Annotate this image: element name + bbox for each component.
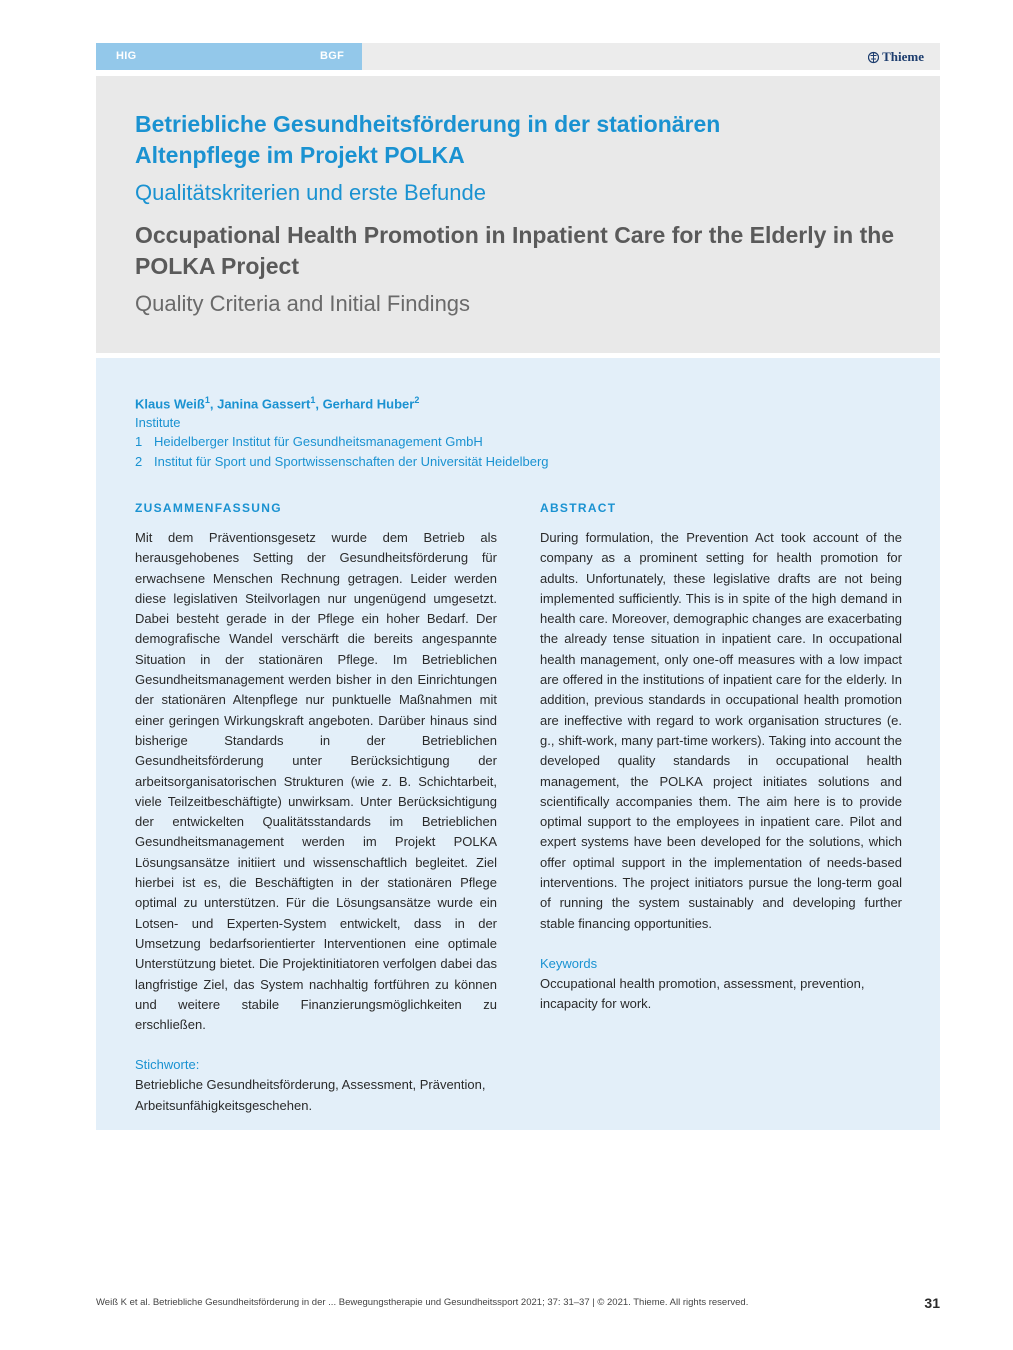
german-summary-column [135,501,497,1116]
author-name: Klaus Weiß [135,396,205,412]
abstract-heading: ABSTRACT [540,501,617,515]
keywords-text: Occupational health promotion, assessment, prevention, incapacity for work. [540,975,865,1012]
author-list: Klaus Weiß$^1$, Janina Gassert$^1$, Gerhard Huber$^2$ [135,395,420,412]
institute-name: Heidelberger Institut für Gesundheitsmanagement GmbH [154,434,483,449]
title-panel [96,76,940,353]
article-subtitle-english: Quality Criteria and Initial Findings [135,291,471,316]
author-name: Janina Gassert [217,396,311,412]
journal-header-bar [96,43,940,70]
english-abstract-column [540,501,902,1015]
institute-name: Institut für Sport und Sportwissenschaften der Universität Heidelberg [154,454,549,469]
zusammenfassung-heading: ZUSAMMENFASSUNG [135,501,282,515]
publisher-name: Thieme [882,49,924,64]
thieme-logo-icon [868,51,879,64]
stichworte-heading: Stichworte: [135,1057,200,1073]
abstract-panel [96,358,940,1130]
keywords-heading: Keywords [540,955,598,971]
author-name: Gerhard Huber [322,396,415,412]
footer-citation: Weiß K et al. Betriebliche Gesundheitsförderung in der ... Bewegungstherapie und Gesundheitssport 2021; 37: 31–37 | © 2021. Thieme. All rights reserved. [96,1297,749,1308]
institute-item [135,454,549,469]
section-tag-bgf: BGF [320,50,345,62]
article-subtitle-german: Qualitätskriterien und erste Befunde [135,180,486,205]
stichworte-text: Betriebliche Gesundheitsförderung, Assessment, Prävention, Arbeitsunfähigkeitsgeschehen. [135,1077,486,1113]
abstract-text: During formulation, the Prevention Act took account of the company as a prominent setting for health promotion for adults. Unfortunately, these legislative drafts are not being implemented sufficiently. This is in spite of the high demand in health care. Moreover, demographic changes are exacerbating the already tense situation in inpatient care. In occupational health management, only one-off measures with a low impact are offered in the institutions of inpatient care for the elderly. In addition, previous standards in occupational health promotion are ineffective with regard to work organisation structures (e. g., shift-work, many part-time workers). Taking into account the developed quality standards in occupational health management, the POLKA project initiates solutions and scientifically accompanies them. The aim here is to provide optimal support to the employees in inpatient care. Pilot and expert systems have been developed for the solutions, which offer optimal support in the implementation of needs-based interventions. The project initiators pursue the long-term goal of running the system sustainably and developing further stable financing opportunities. [540,530,902,931]
section-tag-hig: HIG [116,50,137,62]
article-title-german: Betriebliche Gesundheitsförderung in der stationären Altenpflege im Projekt POLKA [135,111,721,168]
author-affiliation: 1 [310,395,316,405]
institute-heading: Institute [135,415,181,430]
zusammenfassung-text: Mit dem Präventionsgesetz wurde dem Betrieb als herausgehobenes Setting der Gesundheitsförderung für erwachsene Menschen Rechnung getragen. Leider werden diese legislativen Steilvorlagen nur ungenügend umgesetzt. Dabei besteht gerade in der Pflege ein hoher Bedarf. Der demografische Wandel verschärft die bereits angespannte Situation in der stationären Pflege. Im Betrieblichen Gesundheitsmanagement werden bisher in den Einrichtungen der stationären Altenpflege nur punktuelle Maßnahmen mit einer geringen Wirkungskraft angeboten. Darüber hinaus sind bisherige Standards in der Betrieblichen Gesundheitsförderung unter Berücksichtigung der arbeitsorganisatorischen Strukturen (wie z. B. Schichtarbeit, viele Teilzeitbeschäftigte) unwirksam. Unter Berücksichtigung der entwickelten Qualitätsstandards im Betrieblichen Gesundheitsmanagement werden im Projekt POLKA Lösungsansätze initiiert und wissenschaftlich begleitet. Ziel hierbei ist es, die Beschäftigten in der stationären Pflege optimal zu unterstützen. Für die Lösungsansätze wurde ein Lotsen- und Experten-System entwickelt, dass in der Umsetzung bedarfsorientierter Interventionen eine optimale Unterstützung bietet. Die Projektinitiatoren verfolgen dabei das langfristige Ziel, das System nachhaltig fortführen zu können und weitere stabile Finanzierungsmöglichkeiten zu erschließen. [135,530,497,1033]
institute-item [135,434,483,449]
section-tags [96,43,362,70]
page-number: 31 [924,1295,940,1311]
institute-number: 1 [135,434,143,449]
author-affiliation: 2 [414,395,420,405]
article-title-english: Occupational Health Promotion in Inpatient Care for the Elderly in the POLKA Project [135,222,895,279]
author-affiliation: 1 [204,395,210,405]
publisher-brand [868,49,924,65]
institute-number: 2 [135,454,143,469]
